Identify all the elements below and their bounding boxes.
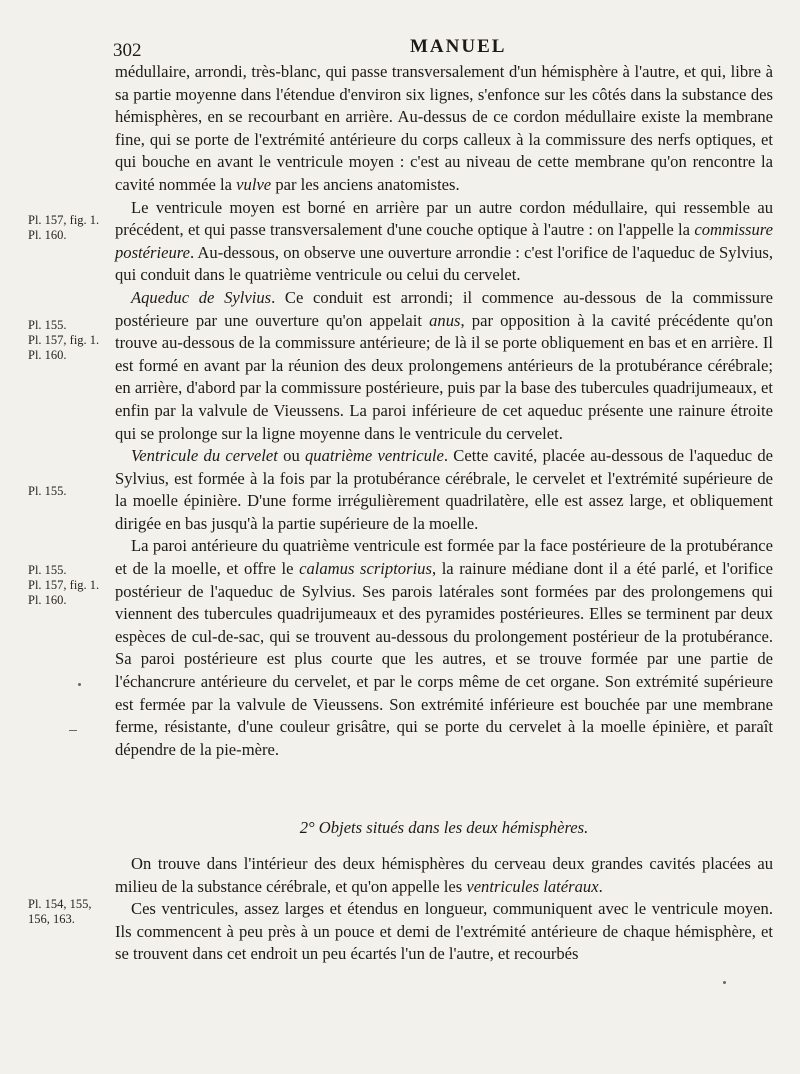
paragraph: Aqueduc de Sylvius. Ce conduit est arrondi; il commence au-dessous de la commissure postérieure par une ouverture qu'on appelait anus, par opposition à la cavité précédente qu'on trouve au-dessous de la commissure antérieure; de là il se porte obliquement en bas et en arrière. Il est formé en avant par la réunion des deux prolongemens antérieurs de la protubérance cérébrale; en arrière, d'abord par la commissure postérieure, puis par la base des tubercules quadrijumeaux, et enfin par la valvule de Vieussens. La paroi inférieure de cet aqueduc présente une rainure étroite qui se prolonge sur la ligne moyenne dans le ventricule du cervelet. xyxy=(115,287,773,443)
paragraph: On trouve dans l'intérieur des deux hémisphères du cerveau deux grandes cavités placées au milieu de la substance cérébrale, et qu'on appelle les ventricules latéraux. xyxy=(115,854,773,896)
paragraph: médullaire, arrondi, très-blanc, qui passe transversalement d'un hémisphère à l'autre, et qui, libre à sa partie moyenne dans l'étendue d'environ six lignes, s'enfonce sur les côtés dans la substance des hémisphères, en se recourbant en arrière. Au-dessus de ce cordon médullaire existe la membrane fine, qui se porte de l'extrémité antérieure du corps calleux à la commissure des nerfs optiques, et qui bouche en avant le ventricule moyen : c'est au niveau de cette membrane qu'on rencontre la cavité nommée la vulve par les anciens anatomistes. xyxy=(115,62,773,194)
body-text-lower xyxy=(115,853,773,966)
margin-note-line: Pl. 155. xyxy=(28,318,67,332)
margin-note xyxy=(28,213,110,243)
margin-note xyxy=(28,897,110,927)
ink-speck xyxy=(69,730,77,731)
paragraph: La paroi antérieure du quatrième ventricule est formée par la face postérieure de la protubérance et de la moelle, et offre le calamus scriptorius, la rainure médiane dont il a été parlé, et l'orifice postérieur de l'aqueduc de Sylvius. Ses parois latérales sont formées par des prolongemens qui viennent des tubercules quadrijumeaux et des pyramides postérieures. Elles se terminent par deux espèces de cul-de-sac, qui se trouvent au-dessous du prolongement postérieur de la protubérance. Sa paroi postérieure est plus courte que les autres, et se trouve formée par une partie de l'échancrure antérieure du cervelet, et par le corps même de cet organe. Son extrémité supérieure est fermée par la valvule de Vieussens. Son extrémité inférieure est bouchée par une membrane ferme, résistante, d'une couleur grisâtre, qui se porte du cervelet à la moelle épinière, et paraît dépendre de la pie-mère. xyxy=(115,536,773,759)
paragraph: Le ventricule moyen est borné en arrière par un autre cordon médullaire, qui ressemble au précédent, et qui passe transversalement d'une couche optique à l'autre : on l'appelle la commissure postérieure. Au-dessous, on observe une ouverture arrondie : c'est l'orifice de l'aqueduc de Sylvius, qui conduit dans le quatrième ventricule ou celui du cervelet. xyxy=(115,197,773,285)
margin-note xyxy=(28,563,110,608)
margin-note-line: Pl. 155. xyxy=(28,484,67,498)
margin-note-line: Pl. 157, fig. 1. xyxy=(28,578,100,592)
margin-note-line: Pl. 157, fig. 1. xyxy=(28,213,100,227)
page-header xyxy=(0,34,800,64)
margin-note-line: Pl. 160. xyxy=(28,228,67,242)
margin-note-line: Pl. 155. xyxy=(28,563,67,577)
margin-note-line: Pl. 157, fig. 1. xyxy=(28,333,100,347)
margin-note xyxy=(28,318,110,363)
margin-note-line: Pl. 160. xyxy=(28,348,67,362)
section-heading: 2° Objets situés dans les deux hémisphères. xyxy=(299,818,589,837)
paragraph: Ventricule du cervelet ou quatrième ventricule. Cette cavité, placée au-dessous de l'aqueduc de Sylvius, est formée à la fois par la protubérance cérébrale, le cervelet et l'extrémité supérieure de la moelle épinière. D'une forme irrégulièrement quadrilatère, elle est assez large, et obliquement dirigée en bas jusqu'à la partie supérieure de la moelle. xyxy=(115,446,774,533)
margin-note-line: Pl. 154, 155, xyxy=(28,897,92,911)
page-number: 302 xyxy=(113,40,142,61)
margin-note xyxy=(28,484,110,499)
ink-speck xyxy=(78,683,81,686)
ink-speck xyxy=(723,981,726,984)
margin-note-line: Pl. 160. xyxy=(28,593,67,607)
running-title: MANUEL xyxy=(410,36,507,57)
margin-note-line: 156, 163. xyxy=(28,912,75,926)
paragraph: Ces ventricules, assez larges et étendus en longueur, communiquent avec le ventricule moyen. Ils commencent à peu près à un pouce et demi de l'extrémité antérieure de chaque hémisphère, et se trouvent dans cet endroit un peu écartés l'un de l'autre, et recourbés xyxy=(115,899,773,964)
body-text-upper xyxy=(115,61,773,761)
